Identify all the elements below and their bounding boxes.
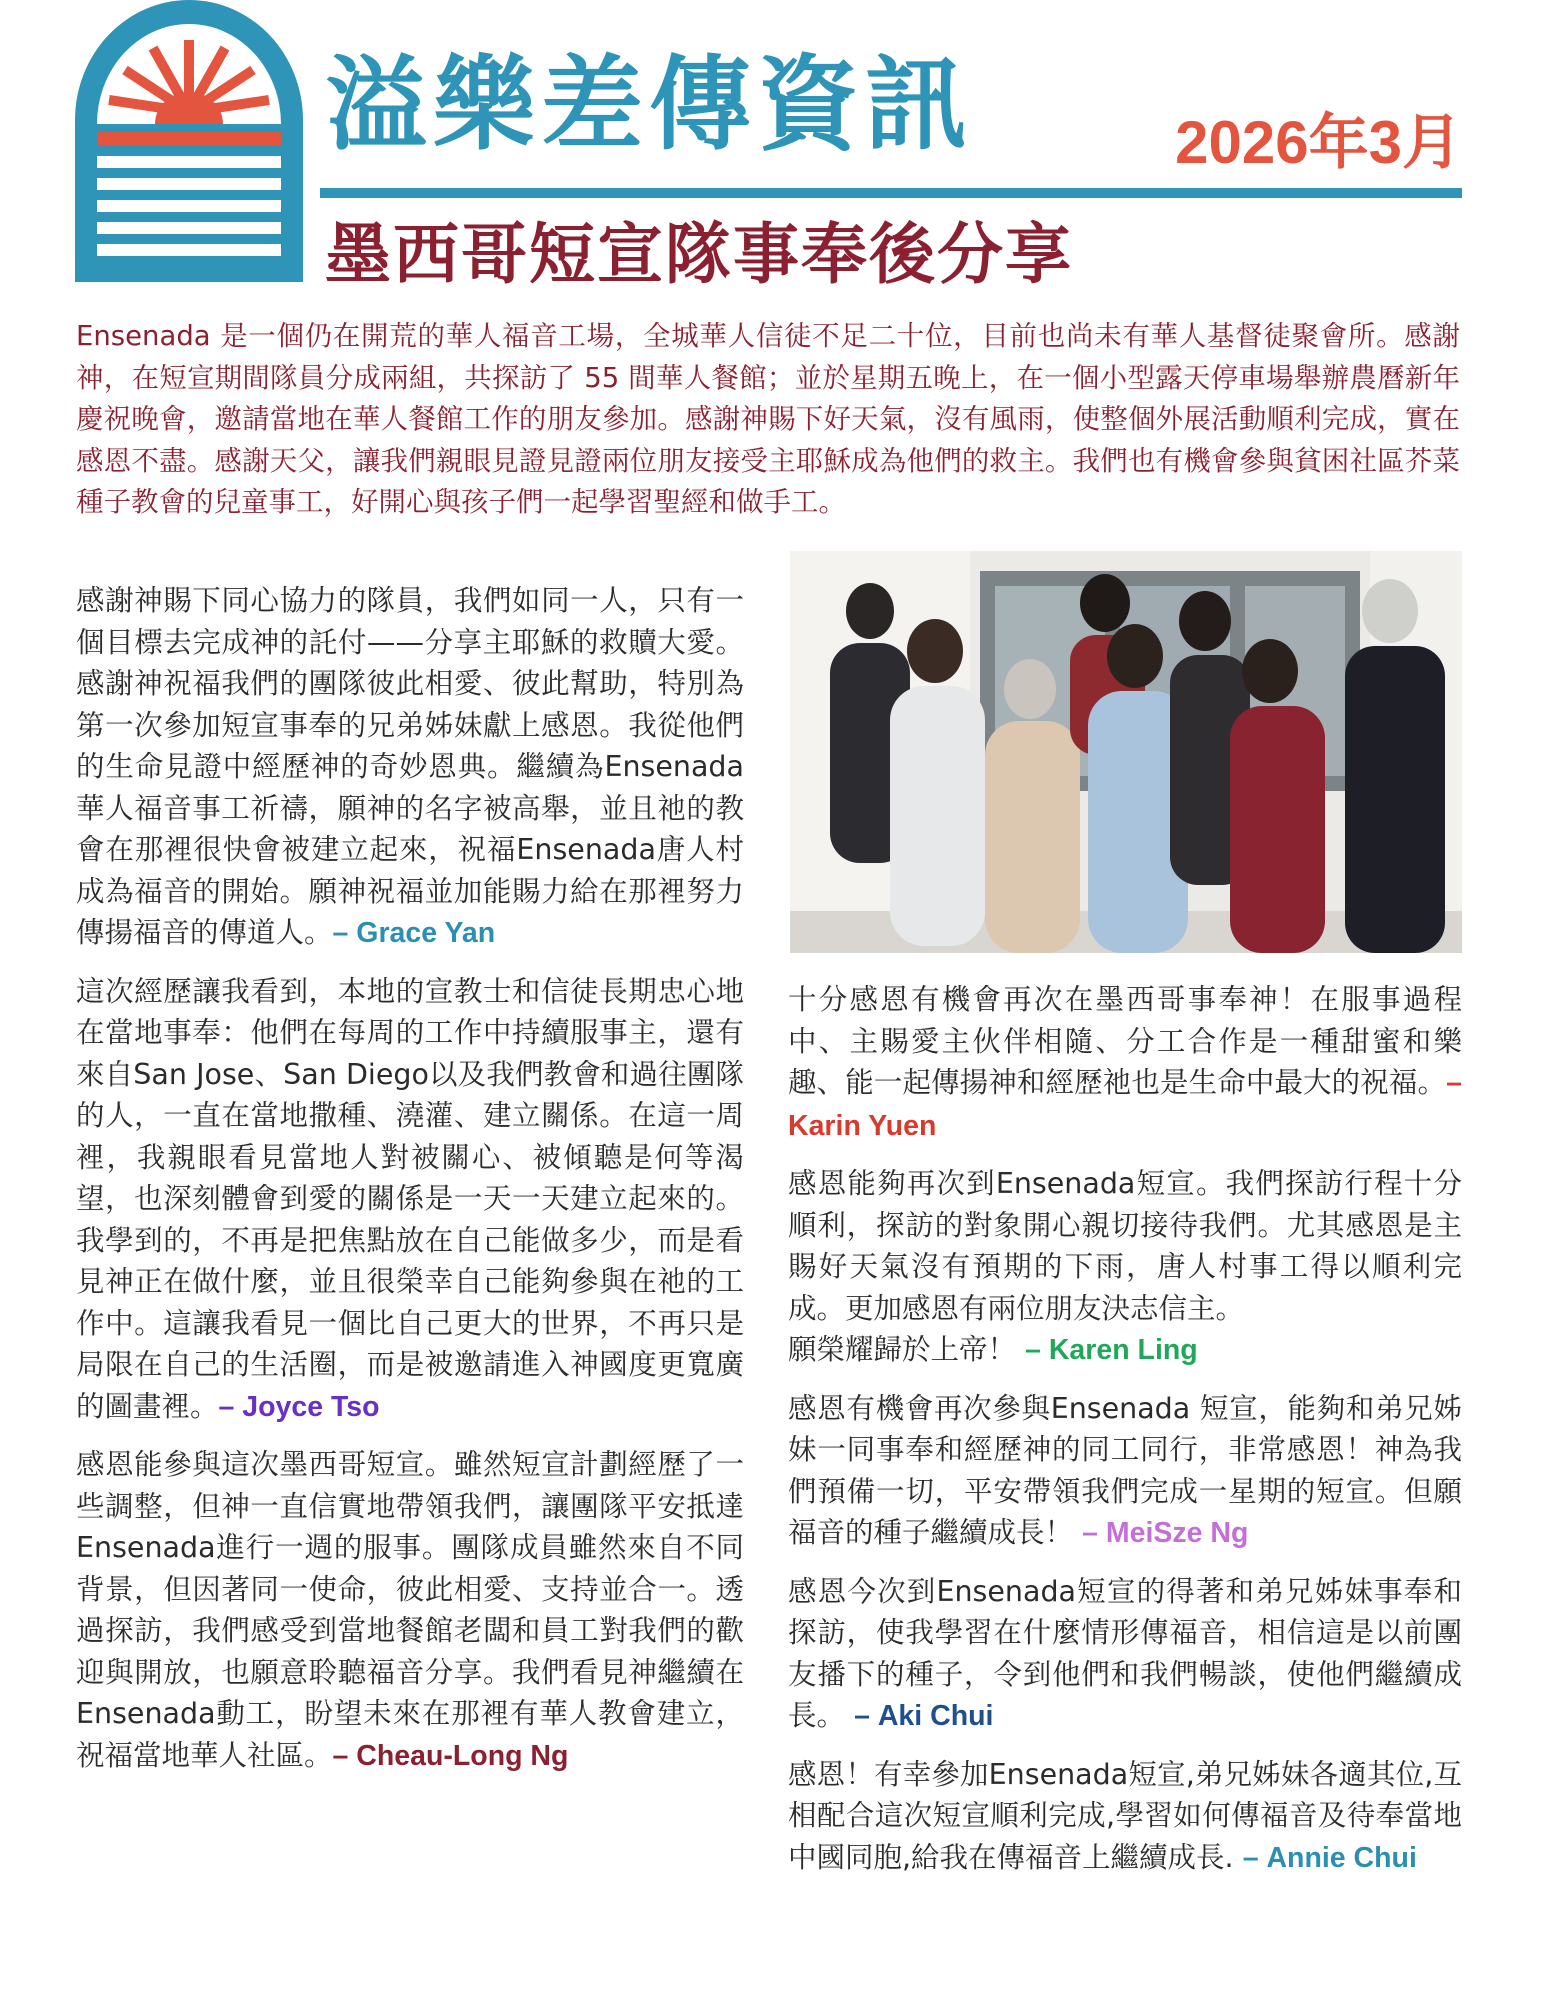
testimony-cheau-long-ng: 感恩能參與這次墨西哥短宣。雖然短宣計劃經歷了一些調整，但神一直信實地帶領我們，讓團隊平安抵達Ensenada進行一週的服事。團隊成員雖然來自不同背景，但因著同一使命，彼此相愛、支持並合一。透過探訪，我們感受到當地餐館老闆和員工對我們的歡迎與開放，也願意聆聽福音分享。我們看見神繼續在Ensenada動工，盼望未來在那裡有華人教會建立，祝福當地華人社區。– Cheau-Long Ng <box>76 1448 744 1772</box>
title-divider <box>320 188 1462 198</box>
author-grace-yan: – Grace Yan <box>332 917 496 949</box>
author-cheau-long-ng: – Cheau-Long Ng <box>332 1739 569 1772</box>
issue-date: 2026年3月 <box>1175 109 1462 176</box>
author-karin-yuen: – Karin Yuen <box>788 1067 1462 1142</box>
intro-paragraph: Ensenada 是一個仍在開荒的華人福音工場，全城華人信徒不足二十位，目前也尚未有華人基督徒聚會所。感謝神，在短宣期間隊員分成兩組，共探訪了 55 間華人餐館；並於星期五晚上，在一個小型露天停車場舉辦農曆新年慶祝晚會，邀請當地在華人餐館工作的朋友參加。感謝神賜下好天氣，沒有風雨，使整個外展活動順利完成，實在感恩不盡。感謝天父，讓我們親眼見證見證兩位朋友接受主耶穌成為他們的救主。我們也有機會參與貧困社區芥菜種子教會的兒童事工，好開心與孩子們一起學習聖經和做手工。 <box>76 320 1460 518</box>
article-title: 墨西哥短宣隊事奉後分享 <box>325 216 1073 293</box>
sunrise-logo-icon <box>75 0 303 282</box>
author-karen-ling: – Karen Ling <box>1025 1334 1198 1366</box>
author-joyce-tso: – Joyce Tso <box>218 1390 380 1423</box>
testimony-joyce-tso: 這次經歷讓我看到，本地的宣教士和信徒長期忠心地在當地事奉：他們在每周的工作中持續服事主，還有來自San Jose、San Diego以及我們教會和過往團隊的人，一直在當地撒種、澆灌、建立關係。在這一周裡，我親眼看見當地人對被關心、被傾聽是何等渴望，也深刻體會到愛的關係是一天一天建立起來的。我學到的，不再是把焦點放在自己能做多少，而是看見神正在做什麼，並且很榮幸自己能夠參與在祂的工作中。這讓我看見一個比自己更大的世界，不再只是局限在自己的生活圈，而是被邀請進入神國度更寬廣的圖畫裡。– Joyce Tso <box>76 974 744 1423</box>
testimony-karin-yuen: 十分感恩有機會再次在墨西哥事奉神！在服事過程中、主賜愛主伙伴相隨、分工合作是一種甜蜜和樂趣、能一起傳揚神和經歷祂也是生命中最大的祝福。– Karin Yuen <box>788 983 1462 1142</box>
newsletter-title: 溢樂差傳資訊 <box>325 46 973 165</box>
left-column <box>76 580 744 1793</box>
testimony-aki-chui: 感恩今次到Ensenada短宣的得著和弟兄姊妹事奉和探訪，使我學習在什麼情形傳福音，相信這是以前團友播下的種子，令到他們和我們暢談，使他們繼續成長。 – Aki Chui <box>788 1574 1462 1732</box>
testimony-annie-chui: 感恩！有幸參加Ensenada短宣,弟兄姊妹各適其位,互相配合這次短宣順利完成,學習如何傳福音及待奉當地中國同胞,給我在傳福音上繼續成長. – Annie Chui <box>788 1757 1462 1874</box>
testimony-karen-ling: 感恩能夠再次到Ensenada短宣。我們探訪行程十分順利，探訪的對象開心親切接待我們。尤其感恩是主賜好天氣沒有預期的下雨，唐人村事工得以順利完成。更加感恩有兩位朋友決志信主。 願榮耀歸於上帝！ – Karen Ling <box>788 1167 1462 1366</box>
author-annie-chui: – Annie Chui <box>1242 1841 1417 1874</box>
author-aki-chui: – Aki Chui <box>854 1700 994 1732</box>
right-column <box>788 979 1462 1895</box>
author-meisze-ng: – MeiSze Ng <box>1082 1517 1249 1549</box>
team-group-photo <box>790 551 1462 953</box>
testimony-grace-yan: 感謝神賜下同心協力的隊員，我們如同一人，只有一個目標去完成神的託付——分享主耶穌的救贖大愛。感謝神祝福我們的團隊彼此相愛、彼此幫助，特別為第一次參加短宣事奉的兄弟姊妹獻上感恩。我從他們的生命見證中經歷神的奇妙恩典。繼續為Ensenada華人福音事工祈禱，願神的名字被高舉，並且祂的教會在那裡很快會被建立起來，祝福Ensenada唐人村成為福音的開始。願神祝福並加能賜力給在那裡努力傳揚福音的傳道人。– Grace Yan <box>76 584 744 949</box>
testimony-meisze-ng: 感恩有機會再次參與Ensenada 短宣，能夠和弟兄姊妹一同事奉和經歷神的同工同行，非常感恩！神為我們預備一切，平安帶領我們完成一星期的短宣。但願福音的種子繼續成長！ – MeiSze Ng <box>788 1391 1462 1549</box>
